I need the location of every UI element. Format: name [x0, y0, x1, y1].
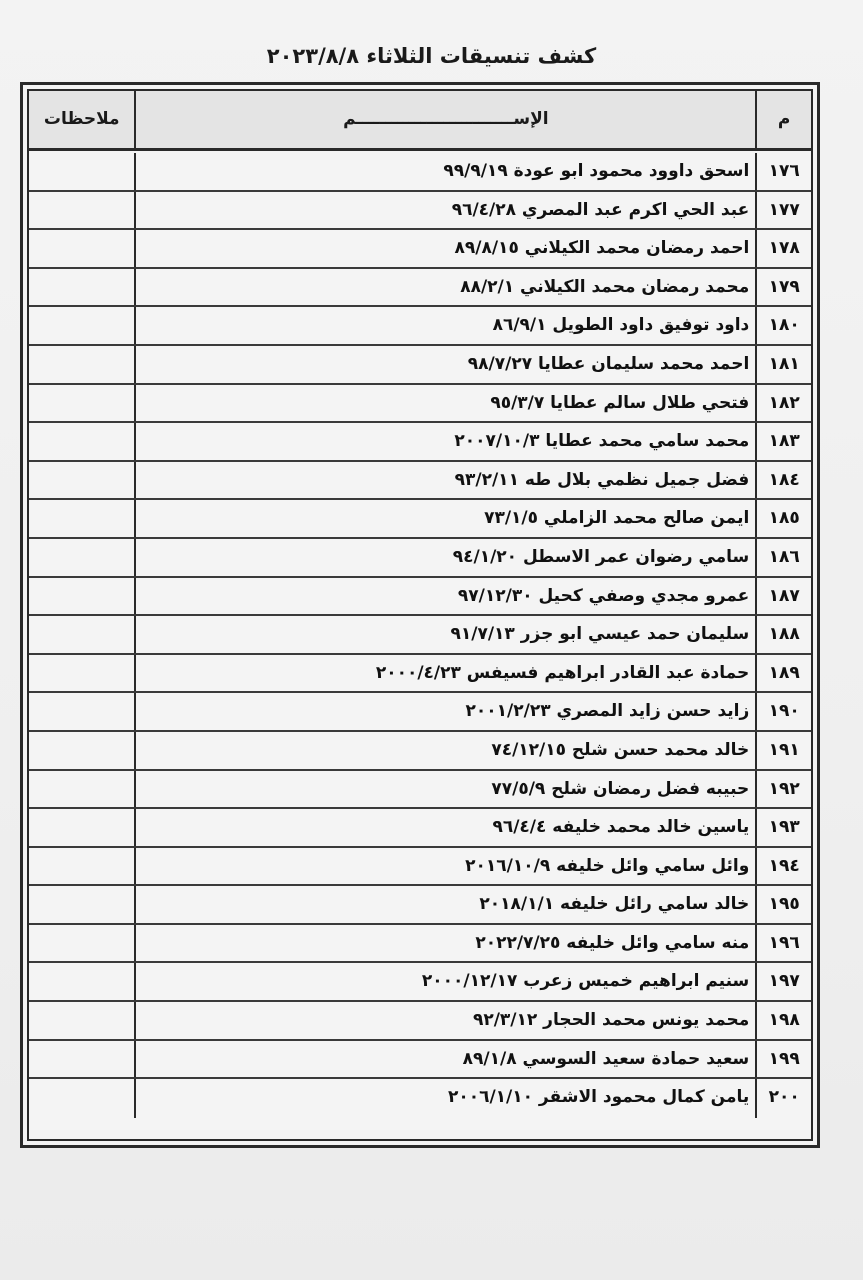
- row-notes: [29, 385, 134, 422]
- row-number: ١٩٢: [755, 771, 811, 808]
- table-row: [29, 771, 811, 810]
- table-row: [29, 1041, 811, 1080]
- header-number: م: [755, 91, 811, 148]
- table-row: [29, 385, 811, 424]
- row-notes: [29, 693, 134, 730]
- row-notes: [29, 192, 134, 229]
- page-title: كشف تنسيقات الثلاثاء ٢٠٢٣/٨/٨: [266, 44, 597, 68]
- names-table: [20, 82, 820, 1148]
- row-number: ١٩٩: [755, 1041, 811, 1078]
- row-number: ١٩٠: [755, 693, 811, 730]
- table-row: [29, 423, 811, 462]
- table-row: [29, 539, 811, 578]
- table-row: [29, 307, 811, 346]
- row-notes: [29, 500, 134, 537]
- row-number: ١٧٦: [755, 153, 811, 190]
- table-row: [29, 655, 811, 694]
- table-header: [29, 91, 811, 151]
- row-number: ١٨٧: [755, 578, 811, 615]
- row-number: ١٨٠: [755, 307, 811, 344]
- row-name: محمد سامي محمد عطايا ٢٠٠٧/١٠/٣: [134, 423, 755, 460]
- row-name: يامن كمال محمود الاشقر ٢٠٠٦/١/١٠: [134, 1079, 755, 1118]
- table-row: [29, 963, 811, 1002]
- row-notes: [29, 732, 134, 769]
- row-number: ١٧٩: [755, 269, 811, 306]
- table-row: [29, 578, 811, 617]
- table-row: [29, 462, 811, 501]
- row-notes: [29, 230, 134, 267]
- row-notes: [29, 307, 134, 344]
- row-notes: [29, 1002, 134, 1039]
- row-notes: [29, 346, 134, 383]
- row-name: سنيم ابراهيم خميس زعرب ٢٠٠٠/١٢/١٧: [134, 963, 755, 1000]
- row-notes: [29, 1041, 134, 1078]
- header-name: الإســـــــــــــــــــــــــــم: [134, 91, 755, 148]
- row-name: عبد الحي اكرم عبد المصري ٩٦/٤/٢٨: [134, 192, 755, 229]
- row-name: عمرو مجدي وصفي كحيل ٩٧/١٢/٣٠: [134, 578, 755, 615]
- row-number: ١٩٣: [755, 809, 811, 846]
- row-name: خالد سامي رائل خليفه ٢٠١٨/١/١: [134, 886, 755, 923]
- row-number: ١٨١: [755, 346, 811, 383]
- row-notes: [29, 809, 134, 846]
- row-notes: [29, 848, 134, 885]
- header-notes: ملاحظات: [43, 109, 120, 129]
- row-number: ١٨٤: [755, 462, 811, 499]
- row-notes: [29, 539, 134, 576]
- table-row: [29, 809, 811, 848]
- row-number: ١٩١: [755, 732, 811, 769]
- row-number: ١٩٤: [755, 848, 811, 885]
- table-row: [29, 1002, 811, 1041]
- row-name: منه سامي وائل خليفه ٢٠٢٢/٧/٢٥: [134, 925, 755, 962]
- row-name: احمد محمد سليمان عطايا ٩٨/٧/٢٧: [134, 346, 755, 383]
- table-inner-frame: [27, 89, 813, 1141]
- row-number: ١٨٣: [755, 423, 811, 460]
- row-notes: [29, 153, 134, 190]
- table-row: [29, 192, 811, 231]
- row-name: محمد رمضان محمد الكيلاني ٨٨/٢/١: [134, 269, 755, 306]
- row-name: ياسين خالد محمد خليفه ٩٦/٤/٤: [134, 809, 755, 846]
- row-name: محمد يونس محمد الحجار ٩٢/٣/١٢: [134, 1002, 755, 1039]
- table-row: [29, 269, 811, 308]
- row-number: ١٨٥: [755, 500, 811, 537]
- row-number: ١٨٩: [755, 655, 811, 692]
- table-row: [29, 732, 811, 771]
- row-number: ١٩٦: [755, 925, 811, 962]
- row-notes: [29, 963, 134, 1000]
- table-row: [29, 230, 811, 269]
- row-notes: [29, 1079, 134, 1118]
- row-number: ١٧٨: [755, 230, 811, 267]
- row-name: احمد رمضان محمد الكيلاني ٨٩/٨/١٥: [134, 230, 755, 267]
- table-row: [29, 886, 811, 925]
- row-number: ١٨٦: [755, 539, 811, 576]
- table-row: [29, 1079, 811, 1118]
- row-number: ١٩٧: [755, 963, 811, 1000]
- row-number: ١٨٨: [755, 616, 811, 653]
- table-row: [29, 693, 811, 732]
- row-number: ١٩٨: [755, 1002, 811, 1039]
- row-name: زايد حسن زايد المصري ٢٠٠١/٢/٢٣: [134, 693, 755, 730]
- row-name: اسحق داوود محمود ابو عودة ٩٩/٩/١٩: [134, 153, 755, 190]
- row-notes: [29, 886, 134, 923]
- row-name: فتحي طلال سالم عطايا ٩٥/٣/٧: [134, 385, 755, 422]
- row-name: حبيبه فضل رمضان شلح ٧٧/٥/٩: [134, 771, 755, 808]
- row-number: ١٩٥: [755, 886, 811, 923]
- row-notes: [29, 616, 134, 653]
- row-name: حمادة عبد القادر ابراهيم فسيفس ٢٠٠٠/٤/٢٣: [134, 655, 755, 692]
- table-row: [29, 500, 811, 539]
- row-name: فضل جميل نظمي بلال طه ٩٣/٢/١١: [134, 462, 755, 499]
- row-number: ١٨٢: [755, 385, 811, 422]
- table-body: [29, 153, 811, 1118]
- row-notes: [29, 771, 134, 808]
- row-number: ٢٠٠: [755, 1079, 811, 1118]
- row-notes: [29, 423, 134, 460]
- table-row: [29, 616, 811, 655]
- row-number: ١٧٧: [755, 192, 811, 229]
- table-row: [29, 153, 811, 192]
- row-notes: [29, 578, 134, 615]
- row-name: سعيد حمادة سعيد السوسي ٨٩/١/٨: [134, 1041, 755, 1078]
- row-name: سليمان حمد عيسي ابو جزر ٩١/٧/١٣: [134, 616, 755, 653]
- table-row: [29, 848, 811, 887]
- row-notes: [29, 269, 134, 306]
- table-row: [29, 925, 811, 964]
- row-notes: [29, 925, 134, 962]
- row-notes: [29, 462, 134, 499]
- row-name: ايمن صالح محمد الزاملي ٧٣/١/٥: [134, 500, 755, 537]
- row-name: خالد محمد حسن شلح ٧٤/١٢/١٥: [134, 732, 755, 769]
- row-name: وائل سامي وائل خليفه ٢٠١٦/١٠/٩: [134, 848, 755, 885]
- row-name: سامي رضوان عمر الاسطل ٩٤/١/٢٠: [134, 539, 755, 576]
- table-row: [29, 346, 811, 385]
- row-name: داود توفيق داود الطويل ٨٦/٩/١: [134, 307, 755, 344]
- row-notes: [29, 655, 134, 692]
